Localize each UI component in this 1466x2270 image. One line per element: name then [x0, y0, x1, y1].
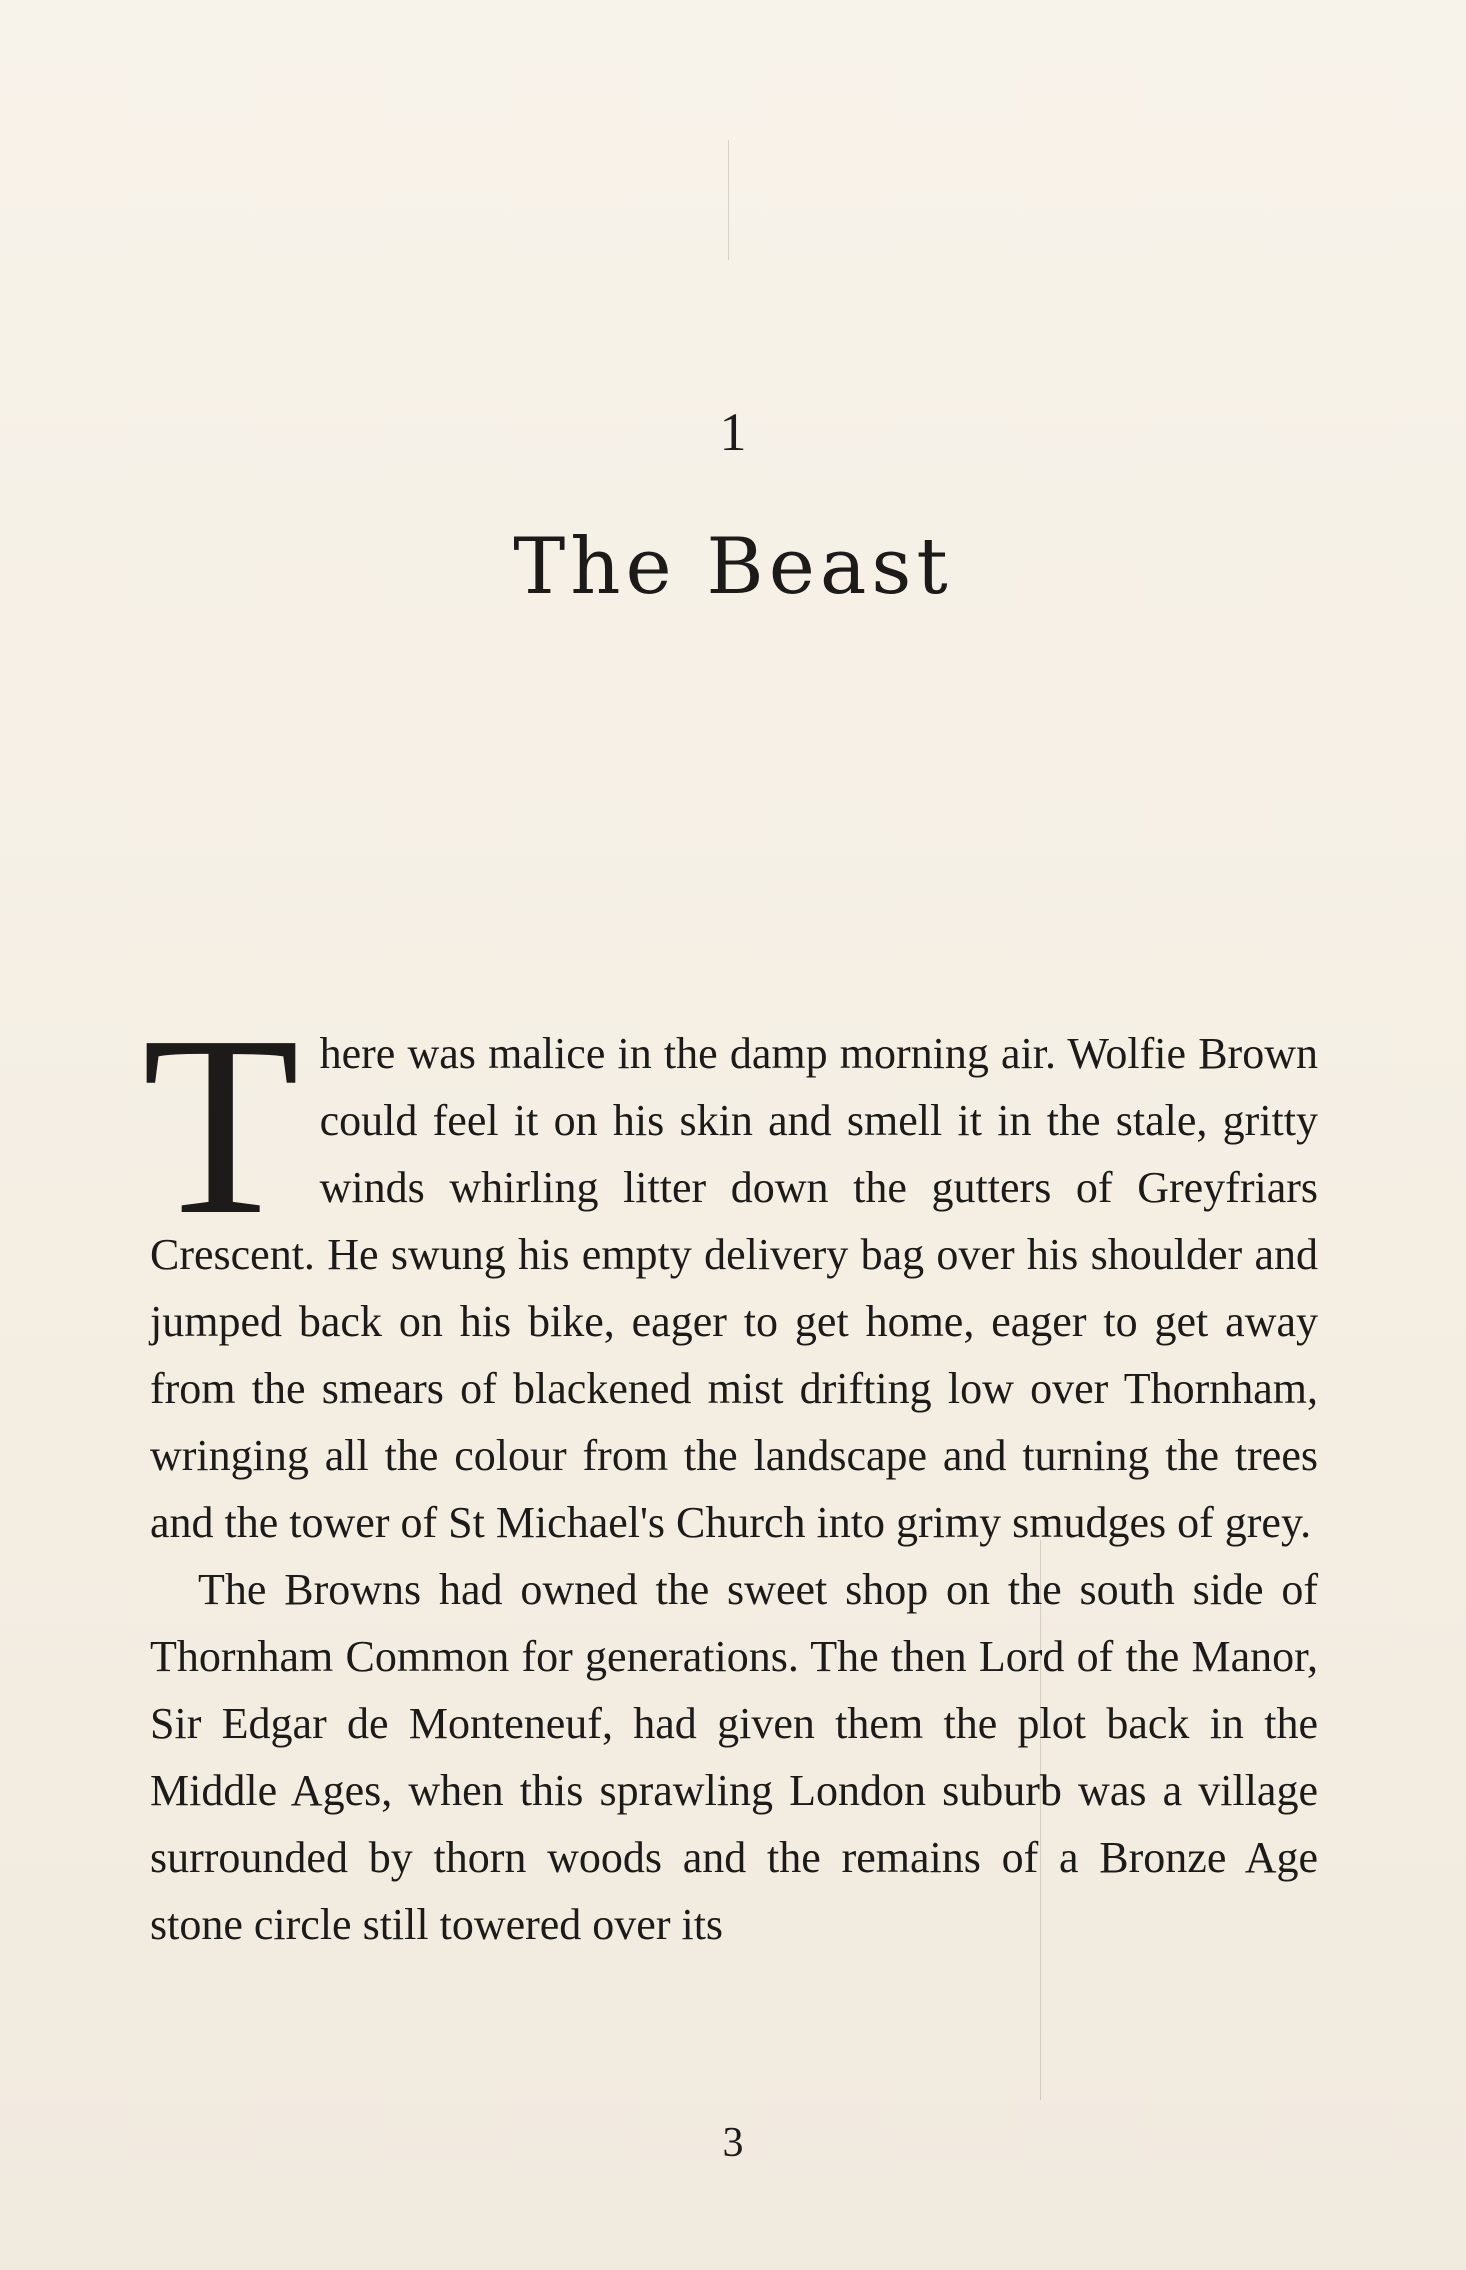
paragraph-2: The Browns had owned the sweet shop on the south side of Thornham Common for generations. The then Lord of the Manor, Sir Edgar de Monteneuf, had given them the plot back in the Middle Ages, when this sprawling London suburb was a village surrounded by thorn woods and the remains of a Bronze Age stone circle still towered over its	[150, 1565, 1318, 1949]
page-number: 3	[722, 2120, 744, 2166]
chapter-title: The Beast	[513, 522, 953, 612]
paragraph-1-text: here was malice in the damp morning air. Wolfie Brown could feel it on his skin and smell it in the stale, gritty winds whirling litter down the gutters of Greyfriars Crescent. He swung his empty delivery bag over his shoulder and jumped back on his bike, eager to get home, eager to get away from the smears of blackened mist drifting low over Thornham, wringing all the colour from the landscape and turning the trees and the tower of St Michael's Church into grimy smudges of grey.	[150, 1029, 1318, 1547]
chapter-number: 1	[719, 402, 747, 462]
drop-cap: T	[142, 982, 300, 1268]
paper-crease	[728, 140, 729, 260]
body-text	[142, 982, 1318, 1958]
paragraph-1	[142, 982, 1318, 1556]
